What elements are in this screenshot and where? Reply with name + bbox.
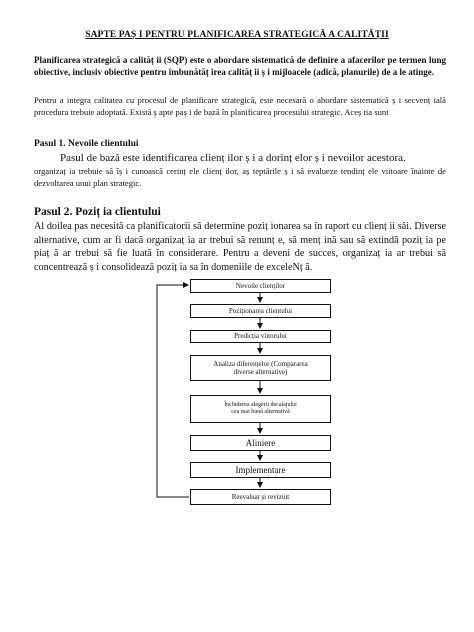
flowchart-box-customer-needs: Nevoile clienților (190, 279, 331, 293)
feedback-loop-line (157, 285, 189, 497)
flowchart-box-implementation: Implementare (190, 462, 331, 478)
step1-paragraph-line1: Pasul de bază este identificarea clienț ilor ș i a dorinț elor ș i nevoilor acestora. (60, 152, 406, 164)
step1-paragraph-line2: organizaț ia trebuie să îș i cunoască cerinț ele clienț ilor, aș teptările ș i să evalueze tendinț ele viitoare înainte de dezvoltarea unui plan strategic. (34, 166, 446, 188)
intro-paragraph: Pentru a integra calitatea cu procesul de planificare strategică, este necesară o abordare sistematică ș i secvenț ială procedura trebuie adoptată. Există ș apte paș i de bază în planificarea procesului strategic. Aceș tia sunt (34, 95, 446, 117)
intro-bold-paragraph: Planificarea strategică a calităț ii (SQP) este o abordare sistematică de definire a afacerilor pe termen lung obiective, inclusiv obiective pentru îmbunătăț irea calităț ii ș i mijloacele (adică, planurile) de a le atinge. (34, 55, 446, 78)
flowchart-box-customer-positioning: Poziționarea clientului (190, 304, 331, 318)
flowchart-box-future-prediction: Predicția viitorului (190, 330, 331, 343)
document-title: SAPTE PAȘ I PENTRU PLANIFICAREA STRATEGICĂ A CALITĂȚII (85, 30, 389, 40)
flowchart-box-gap-analysis: Analiza diferențelor (Compararea diverse alternative) (190, 355, 331, 381)
step2-paragraph: Al doilea pas necesită ca planificatorii să determine poziț ionarea sa în raport cu clienț ii săi. Diverse alternative, cum ar fi dacă organizaț ia ar trebui să renunț e, să menț ină sau să extindă poziț ia pe piaț ă ar trebui să fie luată în considerare. Pentru a deveni de succes, organizaț ia ar trebui să concentrează ș i consolidează poziț ia sa în domeniile de exceleNț ă. (34, 221, 446, 273)
flowchart-box-reevaluate: Reevaluat și revizuit (190, 489, 331, 505)
flowchart-box-alignment: Aliniere (190, 435, 331, 451)
flowchart-box-closing-gap: Închiderea alegerii decalajului cea mai bună alternativă (190, 395, 331, 423)
step2-heading: Pasul 2. Poziț ia clientului (34, 206, 161, 218)
step1-heading: Pasul 1. Nevoile clientului (34, 139, 139, 149)
